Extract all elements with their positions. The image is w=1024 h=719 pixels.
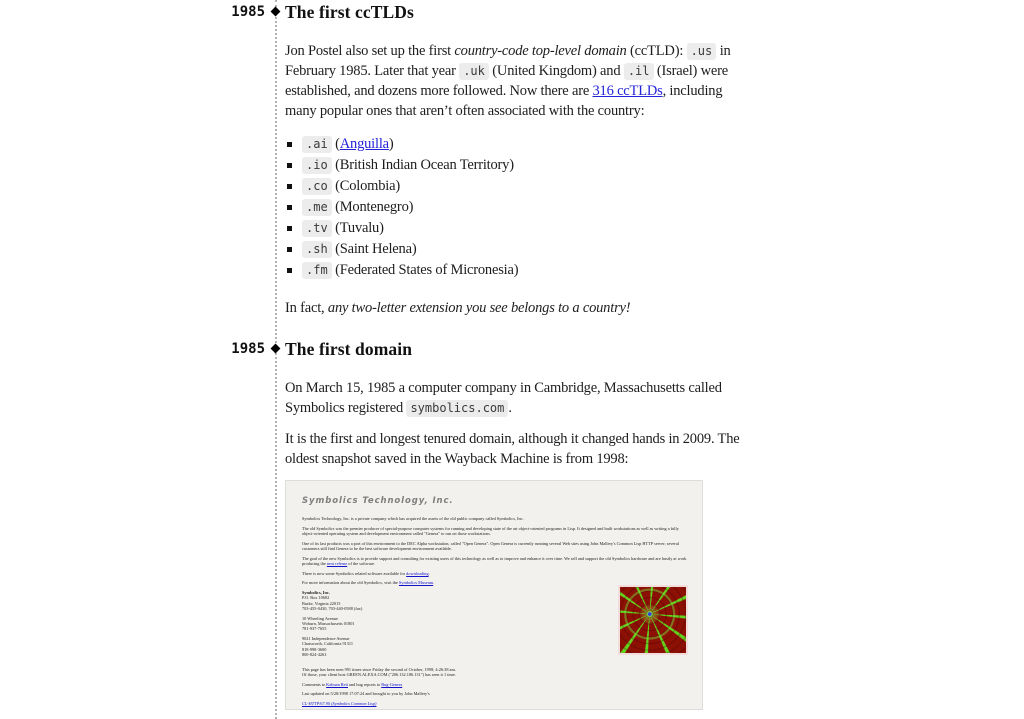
text-segment: In fact, [285,300,328,316]
text-segment: Last updated on 5/28/1998 17:07:24 and brought to you by John Mallery's [302,691,430,697]
cctlds-outro-paragraph [285,298,740,318]
text-segment: , including many popular ones that aren’t often associated with the country: [285,83,723,119]
symbolics-paragraph [302,571,687,576]
text-segment: Jon Postel also set up the first [285,43,455,59]
inline-code: .sh [302,241,332,258]
text-segment: For more information about the old Symbolics, visit the [302,580,399,586]
text-segment: P.O. Box 10682 [302,595,330,601]
text-segment: 800-824-4263 [302,652,327,658]
text-segment: Of those, your client host GREEN.ALEXA.COM ("206.132.186.131") has seen it 1 time. [302,672,456,678]
cctld-list-item [302,239,740,260]
text-segment: . [508,400,512,416]
link[interactable]: Symbolics Museum [398,580,434,586]
text-segment: It is the first and longest tenured domain, although it changed hands in 2009. The oldest snapshot saved in the Wayback Machine is from 1998: [285,431,740,467]
symbolics-line [302,682,687,687]
text-segment: Chatsworth, California 91311 [302,641,354,647]
text-segment: ) [388,136,394,152]
text-segment: (British Indian Ocean Territory) [331,157,514,173]
link[interactable]: next release [326,561,348,566]
timeline-line [275,0,277,719]
text-segment: The goal of the new Symbolics is to provide support and consulting for existing users of this technology as well as to improve and enhance it over time. We sell and support the old Symbolics hardware and are busily at work producing the [302,555,687,566]
inline-code: .io [302,157,332,174]
text-segment: There is now some Symbolics related software available for [302,570,407,576]
symbolics-line [302,691,687,696]
timeline-year: 1985 [231,4,265,20]
text-segment: country-code top-level domain [454,43,627,59]
text-segment: This page has been seen 991 times since Friday the second of October, 1998; 4:26:38 am. [302,666,456,672]
symbolics-paragraph [302,667,687,678]
symbolics-paragraph [302,526,687,537]
text-segment: (Federated States of Micronesia) [331,262,519,278]
link[interactable]: 316 ccTLDs [592,83,663,99]
fractal-image [618,585,688,655]
text-segment: (Israel) were established, and dozens more followed. Now there are [285,63,728,99]
timeline-entry-first-domain [231,339,740,710]
symbolics-logo: Symbolics Technology, Inc. [302,496,454,506]
text-segment: 703-455-0430, 703-440-0588 (fax) [302,606,363,611]
link[interactable]: Bug-Genera [381,681,403,687]
first-domain-paragraph-2 [285,429,740,469]
text-segment: 818-998-3600 [302,646,327,652]
symbolics-line [302,571,687,576]
link[interactable]: Anguilla [339,136,389,152]
symbolics-paragraph [302,516,687,521]
text-segment: (ccTLD): [626,43,687,59]
inline-code: .il [624,63,654,80]
text-segment: Symbolics, Inc. [302,589,330,595]
symbolics-line [302,516,687,521]
symbolics-line [302,541,687,552]
text-segment: 9021 Independence Avenue [302,636,350,641]
symbolics-paragraph [302,701,687,706]
symbolics-paragraph [302,556,687,567]
link[interactable]: Kalman Reti [326,681,348,687]
text-segment: 781-937-7655 [302,626,327,632]
timeline-year: 1985 [231,341,265,357]
text-segment: (United Kingdom) and [488,63,624,79]
text-segment: in February 1985. Later that year [285,43,731,79]
inline-code: .us [687,43,717,60]
text-segment: Woburn, Massachusetts 01801 [302,621,355,626]
inline-code: .ai [302,136,332,153]
text-segment: One of its last products was a port of this environment to the DEC Alpha workstation, called "Open Genera". Open Genera is currently running several Web sites using John Mallery's Common Lisp HTTP server; several customers still find Genera to be the best software development environment available. [302,540,679,551]
text-segment: (Colombia) [331,178,400,194]
text-segment: Burke, Virginia 22015 [302,600,341,606]
cctld-list-item [302,197,740,218]
text-segment: Symbolics Technology, Inc. is a private company which has acquired the assets of the old public company called Symbolics, Inc. [302,516,524,521]
text-segment: . [428,570,430,576]
cctld-list-item [302,134,740,155]
timeline-diamond-icon [271,344,281,354]
section-title-first-domain: The first domain [285,339,413,359]
cctld-list-item [302,176,740,197]
text-segment: On March 15, 1985 a computer company in Cambridge, Massachusetts called Symbolics registered [285,380,722,416]
text-segment: The old Symbolics was the premier producer of special-purpose computer systems for running and developing state of the art object-oriented programs in Lisp. It designed and built workstations as well as writing a fully object-oriented operating system and development environment called "Genera" to run on those workstations. [302,525,679,536]
text-segment: (Saint Helena) [331,241,417,257]
symbolics-paragraph [302,691,687,696]
link[interactable]: CL-HTTP/67.90 (Symbolics Common Lisp) [302,700,377,706]
inline-code: .co [302,178,332,195]
symbolics-line [302,526,687,537]
text-segment: and bug reports to [347,681,382,687]
text-segment: 10 Wheeling Avenue [302,615,338,621]
cctld-list-item [302,260,740,281]
inline-code: symbolics.com [406,400,508,417]
inline-code: .uk [459,63,489,80]
text-segment: (Tuvalu) [331,220,384,236]
cctld-list [285,134,740,281]
symbolics-paragraph [302,682,687,687]
symbolics-line [302,701,687,706]
symbolics-paragraph [302,541,687,552]
text-segment: ( [331,136,340,152]
inline-code: .me [302,199,332,216]
cctlds-intro-paragraph [285,41,740,121]
first-domain-paragraph-1 [285,378,740,418]
text-segment: (Montenegro) [331,199,414,215]
inline-code: .tv [302,220,332,237]
timeline-diamond-icon [271,7,281,17]
text-segment: of the software. [347,561,376,566]
inline-code: .fm [302,262,332,279]
text-segment: Comments to [302,681,327,687]
cctld-list-item [302,155,740,176]
section-title-cctlds: The first ccTLDs [285,2,414,22]
cctld-list-item [302,218,740,239]
text-segment: . [433,580,435,586]
symbolics-line [302,672,687,677]
symbolics-1998-screenshot[interactable] [285,480,703,710]
text-segment: any two-letter extension you see belongs to a country! [327,300,631,316]
symbolics-line [302,556,687,567]
timeline-entry-cctlds [231,2,740,329]
link[interactable]: downloading [406,570,429,576]
